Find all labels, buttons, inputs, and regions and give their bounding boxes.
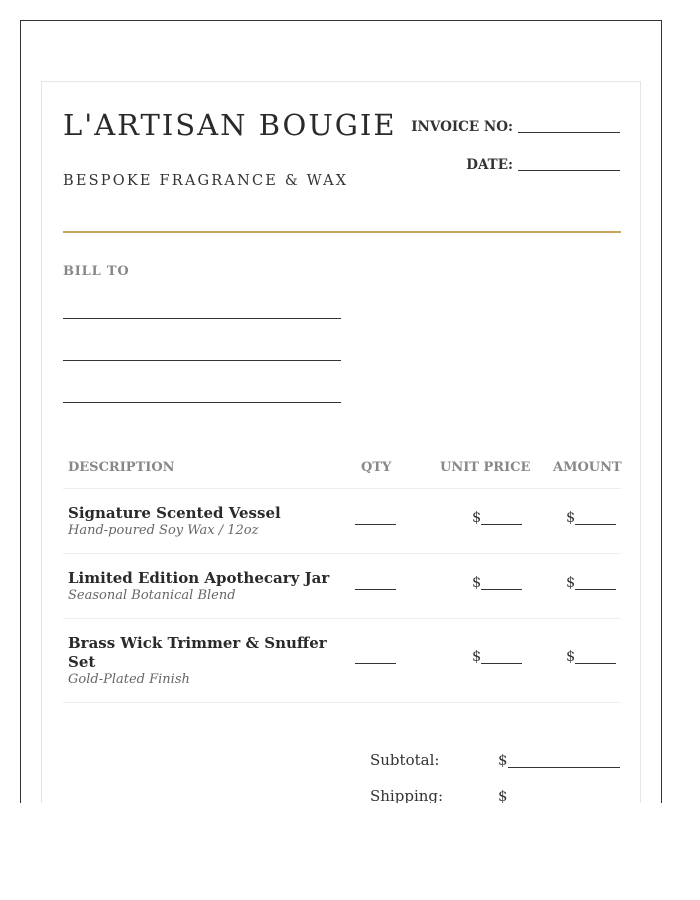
invoice-number-label: INVOICE NO:	[411, 119, 513, 135]
bill-to-line-1[interactable]	[63, 318, 341, 319]
shipping-label: Shipping:	[370, 787, 444, 803]
amount-field[interactable]	[566, 510, 616, 526]
item-detail: Seasonal Botanical Blend	[68, 588, 236, 603]
currency-symbol: $	[472, 649, 482, 665]
currency-symbol: $	[566, 510, 576, 526]
header-divider	[63, 231, 621, 233]
subtotal-label: Subtotal:	[370, 751, 440, 769]
shipping-field[interactable]	[498, 787, 620, 803]
item-name: Signature Scented Vessel	[68, 504, 281, 522]
col-description: DESCRIPTION	[68, 460, 175, 475]
qty-blank[interactable]	[355, 649, 396, 665]
qty-blank[interactable]	[355, 575, 396, 591]
currency-symbol: $	[566, 575, 576, 591]
brand-tagline: BESPOKE FRAGRANCE & WAX	[63, 173, 349, 189]
amount-field[interactable]	[566, 649, 616, 665]
invoice-number-blank[interactable]	[518, 120, 620, 133]
amount-field[interactable]	[566, 575, 616, 591]
subtotal-field[interactable]	[498, 751, 620, 769]
table-header	[63, 450, 621, 489]
table-row	[63, 554, 621, 619]
currency-symbol: $	[498, 751, 508, 769]
date-blank[interactable]	[518, 158, 620, 171]
item-name: Brass Wick Trimmer & Snuffer Set	[68, 634, 327, 671]
document-frame	[20, 20, 662, 803]
col-qty: QTY	[361, 460, 392, 475]
date-label: DATE:	[466, 157, 513, 173]
unit-price-field[interactable]	[472, 510, 522, 526]
qty-blank[interactable]	[355, 510, 396, 526]
col-unit-price: UNIT PRICE	[440, 460, 531, 475]
table-row	[63, 619, 621, 703]
bill-to-line-2[interactable]	[63, 360, 341, 361]
bill-to-label: BILL TO	[63, 264, 130, 279]
invoice-number-field[interactable]	[411, 119, 620, 135]
date-field[interactable]	[466, 157, 620, 173]
currency-symbol: $	[472, 575, 482, 591]
currency-symbol: $	[566, 649, 576, 665]
unit-price-field[interactable]	[472, 575, 522, 591]
item-name: Limited Edition Apothecary Jar	[68, 569, 330, 587]
currency-symbol: $	[498, 787, 508, 803]
col-amount: AMOUNT	[553, 460, 622, 475]
currency-symbol: $	[472, 510, 482, 526]
item-detail: Hand-poured Soy Wax / 12oz	[68, 523, 259, 538]
unit-price-field[interactable]	[472, 649, 522, 665]
brand-name: L'ARTISAN BOUGIE	[63, 108, 397, 142]
item-detail: Gold-Plated Finish	[68, 672, 190, 687]
invoice-sheet	[41, 81, 641, 803]
bill-to-line-3[interactable]	[63, 402, 341, 403]
line-items-table	[63, 450, 621, 703]
table-row	[63, 489, 621, 554]
